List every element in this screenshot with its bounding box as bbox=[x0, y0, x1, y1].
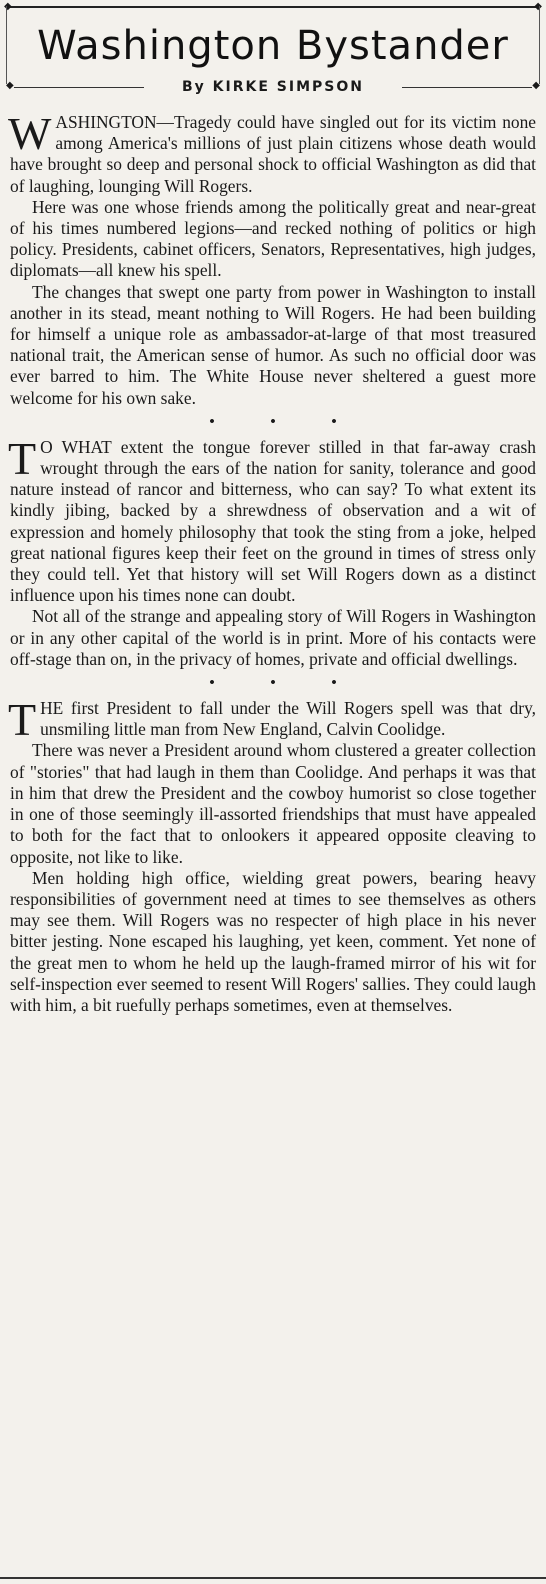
paragraph: WASHINGTON—Tragedy could have singled out for its victim none among America's millions of just plain citizens whose death would have brought so deep and personal shock to official Washington as did that of laughing, lounging Will Rogers. bbox=[8, 108, 536, 196]
paragraph: Men holding high office, wielding great powers, bearing heavy responsibilities of government need at times to see themselves as others may see them. Will Rogers was no respecter of high place in his never bitter jesting. None escaped his laughing, yet keen, comment. Yet none of the great men to whom he held up the laugh-framed mirror of his wit for self-inspection ever seemed to resent Will Rogers' sallies. They could laugh with him, a bit ruefully perhaps sometimes, even at themselves. bbox=[10, 867, 536, 1015]
article-body bbox=[8, 108, 536, 1016]
diamond-ornament-icon: ◆ bbox=[4, 1, 12, 12]
paragraph: Not all of the strange and appealing story of Will Rogers in Washington or in any other capital of the world is in print. More of his contacts were off-stage than on, in the privacy of homes, private and official dwellings. bbox=[10, 606, 536, 669]
drop-cap: W bbox=[8, 108, 52, 159]
byline: By KIRKE SIMPSON bbox=[182, 79, 364, 95]
diamond-ornament-icon: ◆ bbox=[534, 1, 542, 12]
diamond-ornament-icon: ◆ bbox=[532, 80, 540, 91]
section-separator: • • • bbox=[209, 675, 363, 692]
section-separator: • • • bbox=[209, 413, 363, 430]
paragraph: The changes that swept one party from power in Washington to install another in its stead, meant nothing to Will Rogers. He had been building for himself a unique role as ambassador-at-large of that most treasured national trait, the American sense of humor. As such no official door was ever barred to him. The White House never sheltered a guest more welcome for his own sake. bbox=[10, 281, 536, 408]
divider bbox=[402, 87, 532, 88]
drop-cap: T bbox=[8, 432, 37, 484]
bottom-rule bbox=[0, 1577, 546, 1579]
drop-cap: T bbox=[8, 694, 37, 746]
diamond-ornament-icon: ◆ bbox=[6, 80, 14, 91]
byline-row bbox=[6, 79, 540, 95]
paragraph: There was never a President around whom clustered a greater collection of "stories" that had laugh in them than Coolidge. And perhaps it was that in him that drew the President and the cowboy humorist so close together in one of those seemingly ill-assorted friendships that must have appealed to both for the fact that to onlookers it appeared opposite cleaving to opposite, not like to like. bbox=[10, 740, 536, 867]
top-rule bbox=[4, 1, 542, 12]
paragraph: THE first President to fall under the Will Rogers spell was that dry, unsmiling little man from New England, Calvin Coolidge. bbox=[8, 694, 536, 746]
column-title: Washington Bystander bbox=[37, 23, 509, 69]
paragraph: T O WHAT extent the tongue forever stilled in that far-away crash wrought through the ears of the nation for sanity, tolerance and good nature instead of rancor and bitterness, who can say? To what extent its kindly jibing, backed by a shrewdness of observation and a wit of expression and homely philosophy that took the sting from a joke, helped great national figures keep their feet on the ground in times of stress only they could tell. Yet that history will set Will Rogers down as a distinct influence upon his times none can doubt. bbox=[8, 432, 536, 606]
paragraph: Here was one whose friends among the politically great and near-great of his times numbered legions—and recked nothing of politics or high policy. Presidents, cabinet officers, Senators, Representatives, high judges, diplomats—all knew his spell. bbox=[10, 196, 536, 281]
